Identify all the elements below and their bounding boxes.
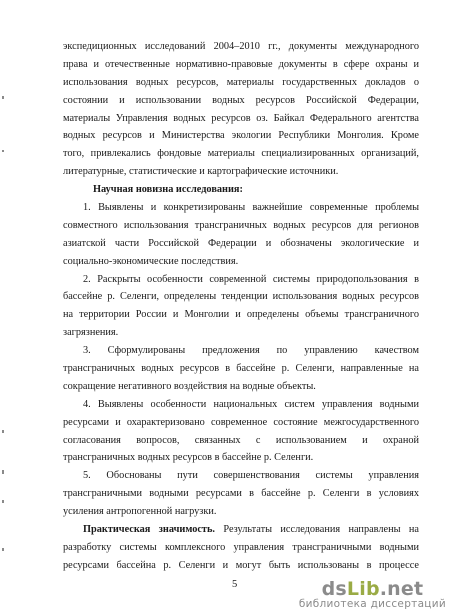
text-line: согласования вопросов, связанных с использованием и охраной (63, 434, 419, 446)
novelty-item-1: 1. Выявлены и конкретизированы важнейшие современные проблемы (83, 202, 419, 214)
text-line: экспедиционных исследований 2004–2010 гг., документы международного (63, 41, 419, 52)
text-line: трансграничными водными ресурсами в бассейне р. Селенги в условиях (63, 488, 419, 500)
text-line: разработку системы комплексного управления трансграничными водными (63, 541, 419, 553)
novelty-item-4: 4. Выявлены особенности национальных систем управления водными (83, 398, 419, 410)
text-line: водных ресурсов и Министерства экологии Республики Монголия. Кроме (63, 130, 419, 142)
watermark-logo: dsLib.net (321, 578, 424, 600)
text-line: ресурсами бассейна р. Селенги и могут быть использованы в процессе (63, 559, 419, 571)
text-line: того, привлекались фондовые материалы специализированных организаций, (63, 148, 419, 160)
text-line: социально-экономические последствия. (63, 255, 239, 267)
page-number: 5 (232, 579, 238, 590)
text-line: усиления антропогенной нагрузки. (63, 506, 217, 518)
text-line: на территории России и Монголии и определены объемы трансграничного (63, 309, 419, 321)
text-line: ресурсами и охарактеризовано современное состояние межгосударственного (63, 416, 419, 428)
watermark-subtitle: библиотека диссертаций (298, 598, 446, 610)
scan-mark (2, 548, 4, 551)
novelty-heading (63, 181, 419, 199)
practical-first-rest: Результаты исследования направлены на (215, 524, 419, 536)
document-body (63, 38, 419, 575)
text-line: загрязнения. (63, 327, 119, 339)
practical-significance-line (63, 521, 419, 539)
text-line: литературные, статистические и картографические источники. (63, 166, 339, 178)
text-line: материалы Управления водных ресурсов оз. Байкал Федерального агентства (63, 112, 419, 124)
novelty-item-3: 3. Сформулированы предложения по управлению качеством (83, 345, 419, 357)
text-line: состоянии и использовании водных ресурсов Российской Федерации, (63, 94, 419, 106)
scan-mark (2, 430, 4, 433)
scan-mark (2, 96, 4, 99)
scan-mark (2, 500, 4, 503)
scan-mark (2, 470, 4, 474)
text-line: трансграничных водных ресурсов в бассейне р. Селенги. (63, 452, 314, 464)
novelty-heading-text: Научная новизна исследования: (93, 184, 243, 196)
text-line: совместного использования трансграничных водных ресурсов для регионов (63, 219, 419, 231)
novelty-item-5: 5. Обоснованы пути совершенствования системы управления (83, 470, 419, 482)
text-line: бассейне р. Селенги, определены тенденции использования водных ресурсов (63, 291, 419, 303)
text-line: трансграничных водных ресурсов в бассейне р. Селенги, направленные на (63, 363, 419, 375)
watermark (299, 578, 446, 610)
text-line: сокращение негативного воздействия на водные объекты. (63, 380, 316, 392)
scan-mark (2, 150, 4, 152)
text-line: права и отечественные нормативно-правовые документы в сфере охраны и (63, 58, 419, 70)
text-line: использования водных ресурсов, материалы государственных докладов о (63, 76, 419, 88)
text-line: азиатской части Российской Федерации и обозначены экологические и (63, 237, 419, 249)
practical-heading: Практическая значимость. (83, 524, 215, 536)
novelty-item-2: 2. Раскрыты особенности современной системы природопользования в (83, 273, 419, 285)
